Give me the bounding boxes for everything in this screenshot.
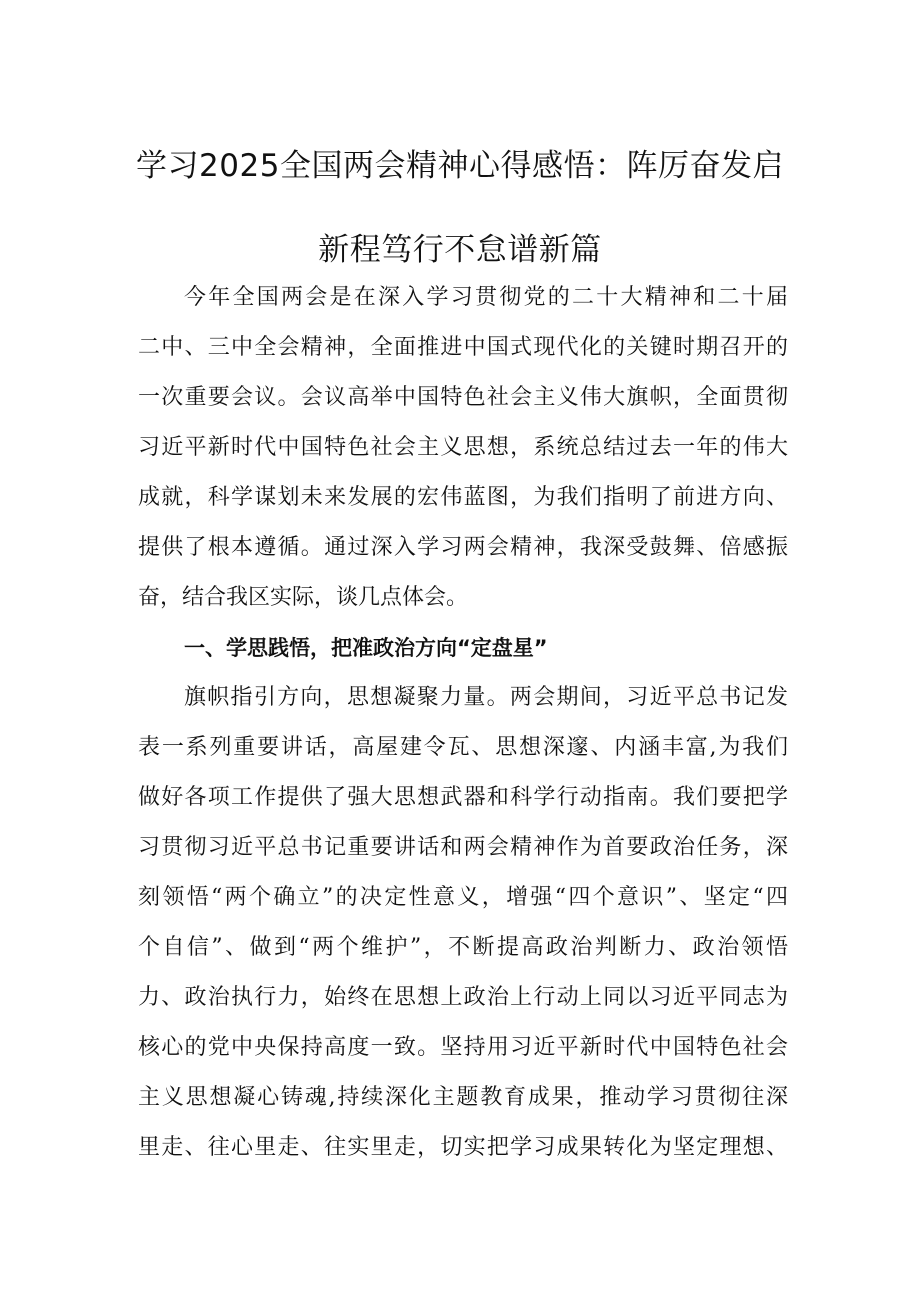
paragraph-1-line-5: 成就，科学谋划未来发展的宏伟蓝图，为我们指明了前进方向、 bbox=[138, 485, 788, 510]
paragraph-2-line-6: 个自信”、做到“两个维护”，不断提高政治判断力、政治领悟 bbox=[138, 935, 788, 960]
section-1-heading: 一、学思践悟，把准政治方向“定盘星” bbox=[184, 636, 548, 660]
paragraph-1-line-3: 一次重要会议。会议高举中国特色社会主义伟大旗帜，全面贯彻 bbox=[138, 385, 788, 410]
paragraph-1-line-1: 今年全国两会是在深入学习贯彻党的二十大精神和二十届 bbox=[184, 285, 788, 310]
paragraph-1-line-6: 提供了根本遵循。通过深入学习两会精神，我深受鼓舞、倍感振 bbox=[138, 535, 788, 560]
paragraph-2-line-1: 旗帜指引方向，思想凝聚力量。两会期间，习近平总书记发 bbox=[184, 685, 788, 710]
paragraph-2-line-9: 主义思想凝心铸魂,持续深化主题教育成果，推动学习贯彻往深 bbox=[138, 1085, 788, 1110]
paragraph-2-line-4: 习贯彻习近平总书记重要讲话和两会精神作为首要政治任务，深 bbox=[138, 835, 788, 860]
paragraph-2-line-8: 核心的党中央保持高度一致。坚持用习近平新时代中国特色社会 bbox=[138, 1035, 788, 1060]
paragraph-1-line-7: 奋，结合我区实际，谈几点体会。 bbox=[138, 585, 469, 610]
paragraph-2-line-5: 刻领悟“两个确立”的决定性意义，增强“四个意识”、坚定“四 bbox=[138, 885, 788, 910]
paragraph-2-line-10: 里走、往心里走、往实里走，切实把学习成果转化为坚定理想、 bbox=[138, 1135, 788, 1160]
paragraph-2-line-3: 做好各项工作提供了强大思想武器和科学行动指南。我们要把学 bbox=[138, 785, 788, 810]
document-title-line-1: 学习2025全国两会精神心得感悟：阵厉奋发启 bbox=[136, 148, 784, 184]
paragraph-2-line-7: 力、政治执行力，始终在思想上政治上行动上同以习近平同志为 bbox=[138, 985, 788, 1010]
paragraph-1-line-4: 习近平新时代中国特色社会主义思想，系统总结过去一年的伟大 bbox=[138, 435, 788, 460]
paragraph-2-line-2: 表一系列重要讲话，高屋建令瓦、思想深邃、内涵丰富,为我们 bbox=[138, 735, 788, 760]
document-title-line-2: 新程笃行不怠谱新篇 bbox=[318, 232, 602, 268]
paragraph-1-line-2: 二中、三中全会精神，全面推进中国式现代化的关键时期召开的 bbox=[138, 335, 788, 360]
